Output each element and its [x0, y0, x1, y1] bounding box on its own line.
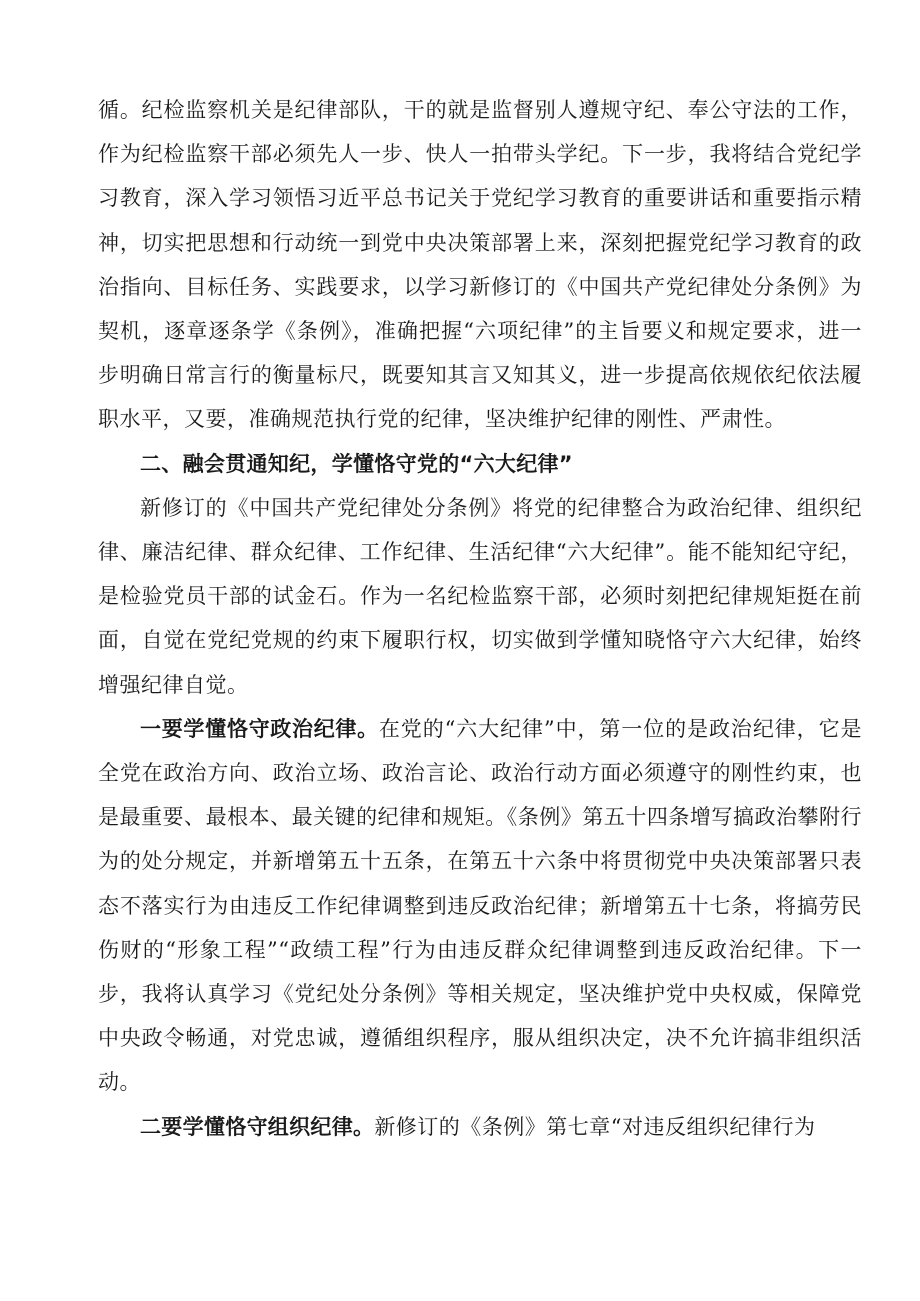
- section-heading-two: 二、融会贯通知纪，学懂恪守党的“六大纪律”: [140, 451, 573, 476]
- paragraph-political-discipline: [98, 707, 862, 1105]
- lead-political-discipline: 一要学懂恪守政治纪律。: [140, 716, 379, 741]
- paragraph-continuation: 循。纪检监察机关是纪律部队，干的就是监督别人遵规守纪、奉公守法的工作，作为纪检监察干部必须先人一步、快人一拍带头学纪。下一步，我将结合党纪学习教育，深入学习领悟习近平总书记关于党纪学习教育的重要讲话和重要指示精神，切实把思想和行动统一到党中央决策部署上来，深刻把握党纪学习教育的政治指向、目标任务、实践要求，以学习新修订的《中国共产党纪律处分条例》为契机，逐章逐条学《条例》，准确把握“六项纪律”的主旨要义和规定要求，进一步明确日常言行的衡量标尺，既要知其言又知其义，进一步提高依规依纪依法履职水平，又要，准确规范执行党的纪律，坚决维护纪律的刚性、严肃性。: [98, 98, 862, 432]
- lead-organizational-discipline: 二要学懂恪守组织纪律。: [140, 1114, 375, 1139]
- body-organizational-discipline: 新修订的《条例》第七章“对违反组织纪律行为: [374, 1114, 816, 1139]
- paragraph-organizational-discipline: [98, 1105, 862, 1149]
- paragraph-six-disciplines-intro: 新修订的《中国共产党纪律处分条例》将党的纪律整合为政治纪律、组织纪律、廉洁纪律、群众纪律、工作纪律、生活纪律“六大纪律”。能不能知纪守纪，是检验党员干部的试金石。作为一名纪检监察干部，必须时刻把纪律规矩挺在前面，自觉在党纪党规的约束下履职行权，切实做到学懂知晓恪守六大纪律，始终增强纪律自觉。: [98, 495, 862, 697]
- body-political-discipline: 在党的“六大纪律”中，第一位的是政治纪律，它是全党在政治方向、政治立场、政治言论、政治行动方面必须遵守的刚性约束，也是最重要、最根本、最关键的纪律和规矩。《条例》第五十四条增写搞政治攀附行为的处分规定，并新增第五十五条，在第五十六条中将贯彻党中央决策部署只表态不落实行为由违反工作纪律调整到违反政治纪律；新增第五十七条，将搞劳民伤财的“形象工程”“政绩工程”行为由违反群众纪律调整到违反政治纪律。下一步，我将认真学习《党纪处分条例》等相关规定，坚决维护党中央权威，保障党中央政令畅通，对党忠诚，遵循组织程序，服从组织决定，决不允许搞非组织活动。: [98, 716, 862, 1095]
- document-body: [98, 88, 862, 1149]
